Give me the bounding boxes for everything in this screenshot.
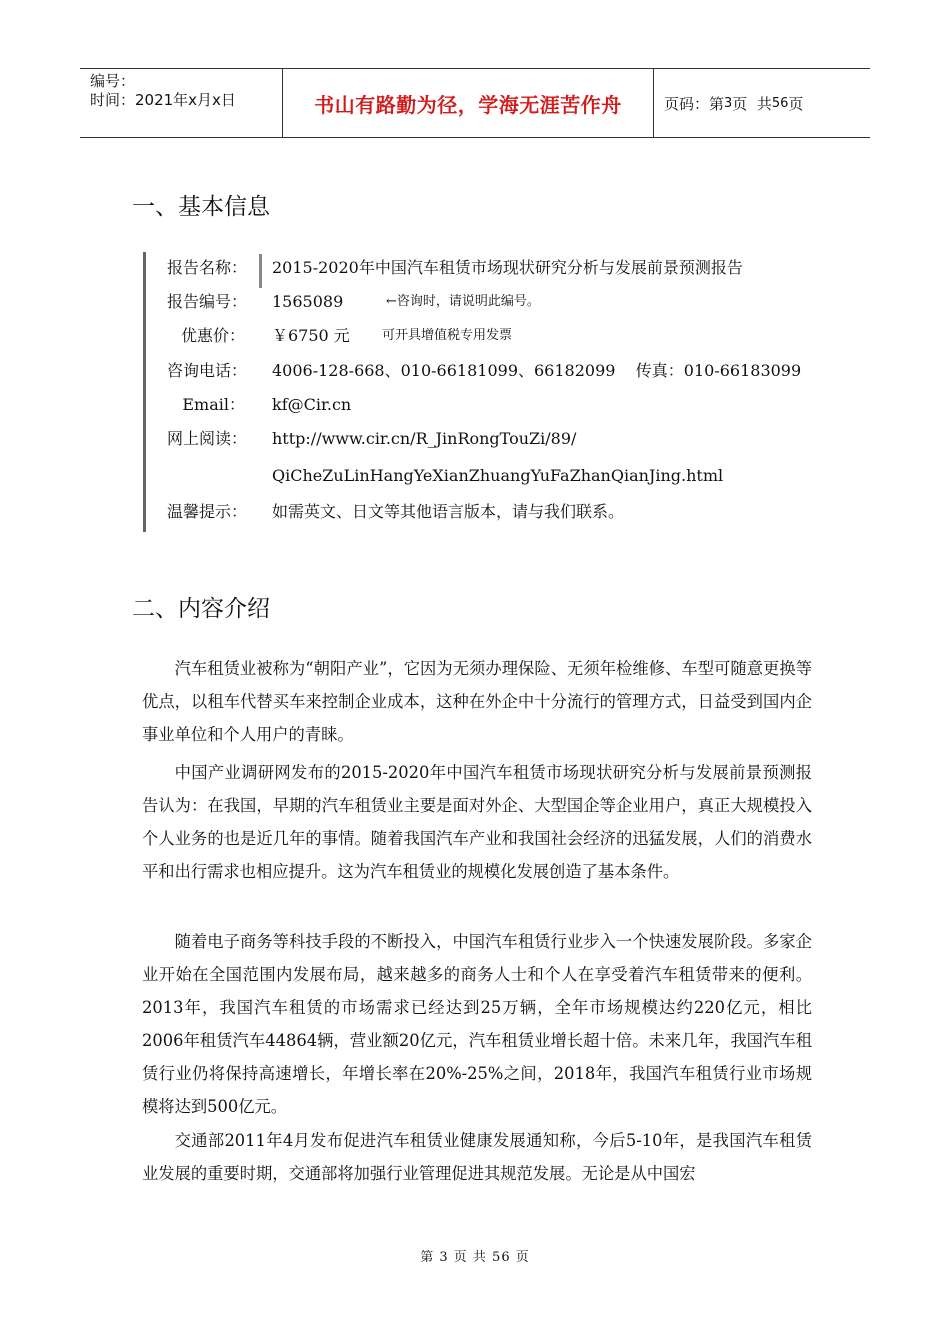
info-value: 4006-128-668、010-66181099、66182099 传真：010-66183099 xyxy=(272,361,802,380)
info-label: 报告名称： xyxy=(167,258,248,277)
page-mid: 页 共 xyxy=(732,94,772,113)
email-link[interactable]: kf@Cir.cn xyxy=(272,395,352,414)
paragraph: 中国产业调研网发布的2015-2020年中国汽车租赁市场现状研究分析与发展前景预测报告认为：在我国，早期的汽车租赁业主要是面对外企、大型国企等企业用户，真正大规模投入个人业务的也是近几年的事情。随着我国汽车产业和我国社会经济的迅猛发展，人们的消费水平和出行需求也相应提升。这为汽车租赁业的规模化发展创造了基本条件。 xyxy=(142,763,812,881)
page-current: 3 xyxy=(724,95,733,111)
info-label: 报告编号： xyxy=(167,292,248,311)
info-value: ￥6750 元 xyxy=(272,326,350,345)
page-prefix: 页码：第 xyxy=(664,94,725,113)
info-label: Email： xyxy=(182,395,245,414)
info-note: ←咨询时，请说明此编号。 xyxy=(386,294,540,309)
header-page-number xyxy=(654,69,870,137)
paragraph: 交通部2011年4月发布促进汽车租赁业健康发展通知称，今后5-10年，是我国汽车租赁业发展的重要时期，交通部将加强行业管理促进其规范发展。无论是从中国宏 xyxy=(142,1131,812,1183)
section-title-content-intro: 二、内容介绍 xyxy=(132,596,270,622)
page-suffix: 页 xyxy=(788,94,804,113)
info-label: 优惠价： xyxy=(180,326,245,345)
basic-info-box xyxy=(143,252,846,532)
page-total: 56 xyxy=(771,95,789,111)
paragraph: 汽车租赁业被称为“朝阳产业”，它因为无须办理保险、无须年检维修、车型可随意更换等优点，以租车代替买车来控制企业成本，这种在外企中十分流行的管理方式，日益受到国内企事业单位和个人用户的青睐。 xyxy=(142,659,812,744)
info-label: 温馨提示： xyxy=(167,502,248,521)
time-label: 时间：2021年x月x日 xyxy=(90,91,236,109)
section-title-basic-info: 一、基本信息 xyxy=(132,194,270,220)
online-url-link-continued[interactable]: QiCheZuLinHangYeXianZhuangYuFaZhanQianJing.html xyxy=(272,466,724,485)
info-label: 咨询电话： xyxy=(167,361,248,380)
title-marker xyxy=(259,254,262,288)
paragraph: 随着电子商务等科技手段的不断投入，中国汽车租赁行业步入一个快速发展阶段。多家企业开始在全国范围内发展布局，越来越多的商务人士和个人在享受着汽车租赁带来的便利。2013年，我国汽车租赁的市场需求已经达到25万辆，全年市场规模达约220亿元，相比2006年租赁汽车44864辆，营业额20亿元，汽车租赁业增长超十倍。未来几年，我国汽车租赁行业仍将保持高速增长，年增长率在20%-25%之间，2018年，我国汽车租赁行业市场规模将达到500亿元。 xyxy=(142,932,812,1116)
info-value: 2015-2020年中国汽车租赁市场现状研究分析与发展前景预测报告 xyxy=(272,258,743,277)
info-note: 可开具增值税专用发票 xyxy=(382,328,513,343)
number-label: 编号： xyxy=(90,72,136,90)
info-value: 如需英文、日文等其他语言版本，请与我们联系。 xyxy=(272,502,625,521)
online-url-link[interactable]: http://www.cir.cn/R_JinRongTouZi/89/ xyxy=(272,429,577,448)
header-meta xyxy=(80,69,282,137)
page-header xyxy=(80,68,870,138)
page-footer: 第 3 页 共 56 页 xyxy=(420,1250,530,1265)
info-label: 网上阅读： xyxy=(167,429,248,448)
info-value: 1565089 xyxy=(272,292,344,311)
header-motto: 书山有路勤为径，学海无涯苦作舟 xyxy=(282,69,654,137)
